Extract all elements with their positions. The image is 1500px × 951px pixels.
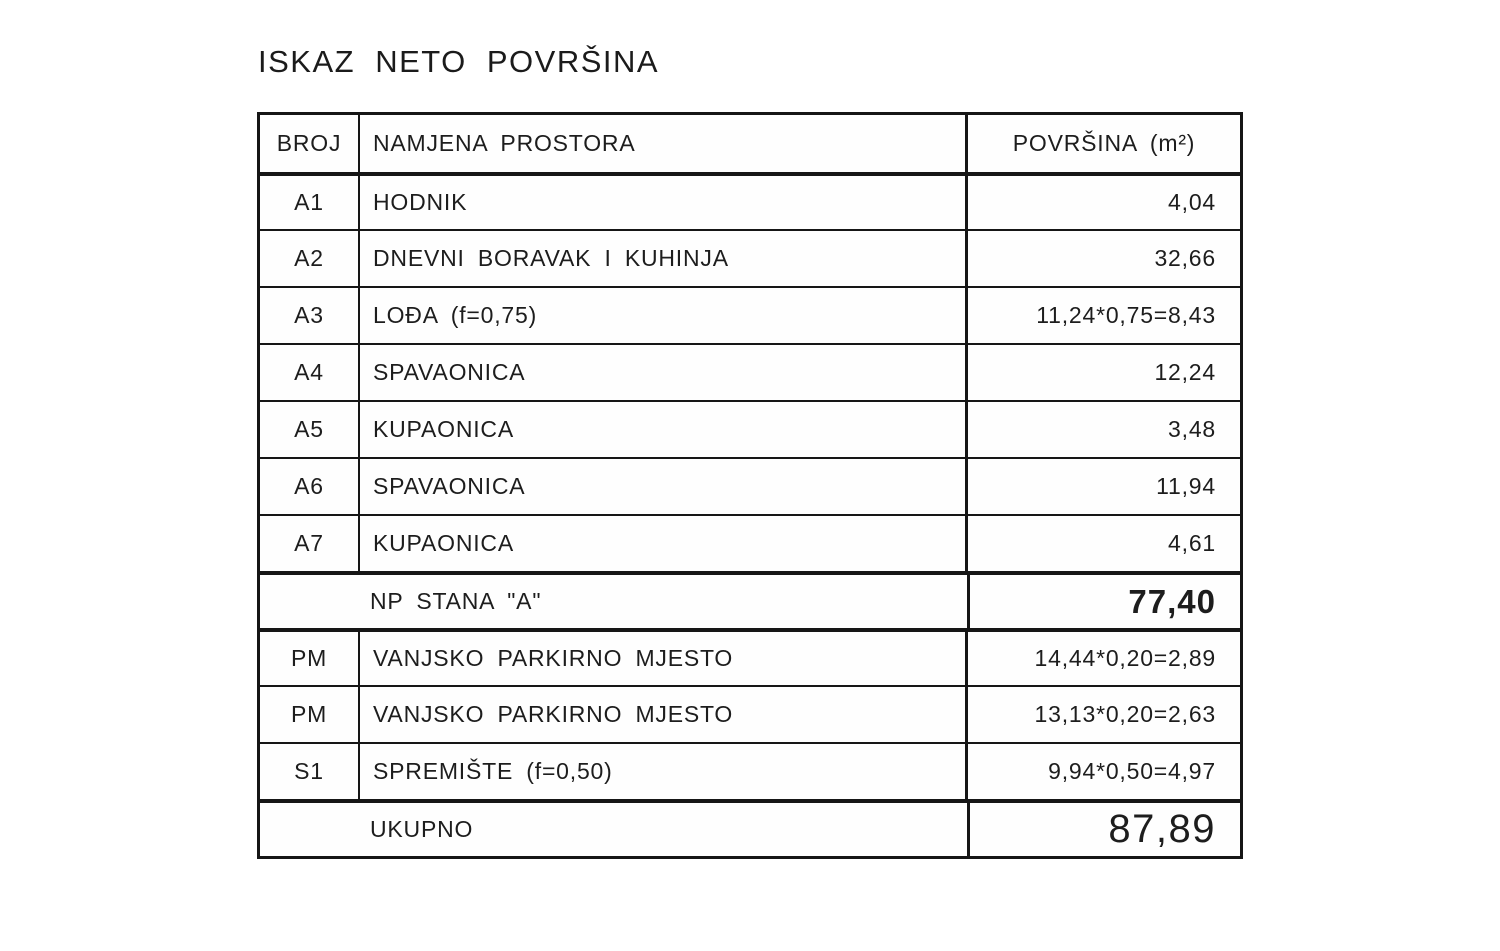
room-name-cell: HODNIK: [360, 176, 968, 229]
header-povrsina: POVRŠINA (m²): [1012, 130, 1196, 156]
room-area-cell: 3,48: [1168, 416, 1216, 442]
room-name-cell: KUPAONICA: [360, 402, 968, 457]
room-area-cell: 12,24: [1154, 359, 1216, 385]
room-number-cell: A4: [260, 345, 360, 400]
table-row: [260, 742, 1240, 799]
table-row: [260, 286, 1240, 343]
room-area-cell: 4,04: [1168, 189, 1216, 215]
room-number-cell: PM: [260, 632, 360, 685]
room-name-cell: SPAVAONICA: [360, 345, 968, 400]
room-name-cell: VANJSKO PARKIRNO MJESTO: [360, 632, 968, 685]
room-area-cell: 4,61: [1168, 530, 1216, 556]
subtotal-label: NP STANA "A": [260, 575, 970, 628]
room-area-cell: 11,24*0,75=8,43: [1036, 302, 1216, 328]
total-label: UKUPNO: [260, 803, 970, 856]
room-area-cell: 11,94: [1156, 473, 1216, 499]
room-name-cell: LOĐA (f=0,75): [360, 288, 968, 343]
page-title: ISKAZ NETO POVRŠINA: [258, 44, 660, 79]
net-areas-table: [257, 112, 1243, 859]
room-area-cell: 14,44*0,20=2,89: [1034, 645, 1216, 671]
room-number-cell: A6: [260, 459, 360, 514]
table-row: [260, 229, 1240, 286]
table-row: [260, 457, 1240, 514]
room-number-cell: A3: [260, 288, 360, 343]
table-row: [260, 514, 1240, 571]
table-header-row: [260, 115, 1240, 172]
room-number-cell: A1: [260, 176, 360, 229]
room-number-cell: A7: [260, 516, 360, 571]
room-name-cell: VANJSKO PARKIRNO MJESTO: [360, 687, 968, 742]
room-name-cell: KUPAONICA: [360, 516, 968, 571]
room-name-cell: DNEVNI BORAVAK I KUHINJA: [360, 231, 968, 286]
subtotal-row: [260, 571, 1240, 628]
room-area-cell: 13,13*0,20=2,63: [1034, 701, 1216, 727]
total-value: 87,89: [1108, 807, 1216, 851]
room-number-cell: S1: [260, 744, 360, 799]
table-row: [260, 172, 1240, 229]
table-row: [260, 343, 1240, 400]
subtotal-value: 77,40: [1128, 582, 1216, 620]
total-row: [260, 799, 1240, 856]
room-number-cell: PM: [260, 687, 360, 742]
room-area-cell: 32,66: [1154, 245, 1216, 271]
room-name-cell: SPAVAONICA: [360, 459, 968, 514]
room-number-cell: A5: [260, 402, 360, 457]
table-row: [260, 685, 1240, 742]
room-area-cell: 9,94*0,50=4,97: [1048, 758, 1216, 784]
header-namjena: NAMJENA PROSTORA: [360, 115, 968, 172]
header-broj: BROJ: [260, 115, 360, 172]
room-name-cell: SPREMIŠTE (f=0,50): [360, 744, 968, 799]
room-number-cell: A2: [260, 231, 360, 286]
table-row: [260, 628, 1240, 685]
table-row: [260, 400, 1240, 457]
